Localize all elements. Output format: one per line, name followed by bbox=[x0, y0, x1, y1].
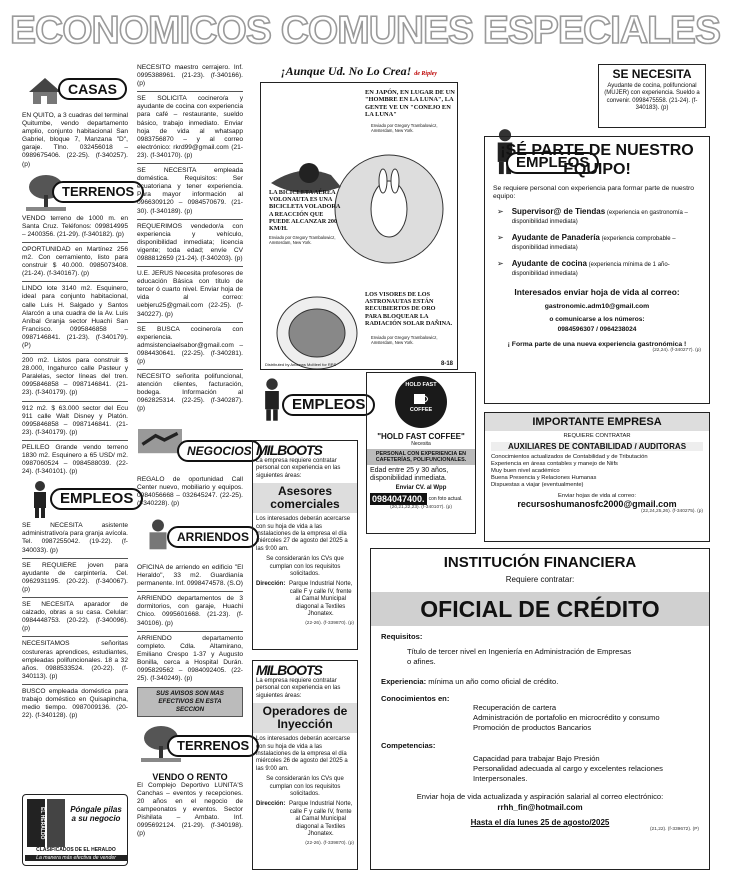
imp-title: IMPORTANTE EMPRESA bbox=[485, 413, 709, 431]
milboots-ad-1 bbox=[252, 440, 358, 650]
empleos-label-mid: EMPLEOS bbox=[282, 394, 375, 416]
equipo-phones: 0984596307 / 0964238024 bbox=[557, 326, 637, 333]
se-necesita-title: SE NECESITA bbox=[612, 67, 692, 81]
column-2 bbox=[137, 64, 252, 840]
address-label: Dirección: bbox=[256, 581, 286, 588]
list-item bbox=[497, 233, 697, 253]
negocios-label: NEGOCIOS bbox=[177, 440, 262, 462]
list-item: NECESITAMOS señoritas costureras aprendices, estudiantes, empleadas polifuncionales. 18 a 32 años. 0988533524. (20-22). (f-340113). (p) bbox=[22, 640, 128, 680]
inst-role: OFICIAL DE CRÉDITO bbox=[371, 592, 709, 626]
list-item: ARRIENDO departamentos de 3 dormitorios, con garaje, Huachi Chico. 0995601668. (21-23). (f-340106). (p) bbox=[137, 595, 243, 627]
milboots-address bbox=[256, 581, 354, 618]
milboots-address-2 bbox=[256, 801, 354, 838]
terrenos-label-2: TERRENOS bbox=[167, 735, 259, 757]
list-item: U.E. JERUS Necesita profesores de educación Básica con título de tercer ó cuarto nivel. Enviar hoja de vida al correo: uebjeru25@gmail.com (22-25). (f-340227). (p) bbox=[137, 270, 243, 318]
ripley-footer: Distributed by Andrews McMeel for RPS bbox=[265, 362, 337, 367]
ripley-fact-3: LOS VISORES DE LOS ASTRONAUTAS ESTÁN RECUBIERTOS DE ORO PARA BLOQUEAR LA RADIACIÓN SOLAR DAÑINA. bbox=[365, 291, 453, 327]
inst-con-list bbox=[473, 703, 699, 733]
ripley-fact-2: LA BICICLETA AÉREA VOLONAUTA ES UNA BICICLETA VOLADORA A REACCIÓN QUE PUEDE ALCANZAR 200 KM/H. bbox=[269, 189, 340, 233]
comic-panel bbox=[260, 82, 458, 370]
milboots-note-2: Se considerarán los CVs que cumplan con los requisitos solicitados. bbox=[266, 776, 344, 798]
equipo-email: gastronomic.adm10@gmail.com bbox=[544, 303, 650, 310]
item-detail: (experiencia mínima de 1 año- disponibilidad inmediata) bbox=[511, 262, 670, 277]
holdfast-phone: 0984047400. bbox=[372, 494, 425, 505]
milboots-ad-2 bbox=[252, 660, 358, 870]
inst-req: Requiere contratar: bbox=[505, 575, 575, 584]
list-item: SE NECESITA aparador de calzado, obras a su casa. Celular: 0984448753. (20-22). (f-340096). (p) bbox=[22, 601, 128, 633]
address-text: Parque Industrial Norte, calle F y calle IV, frente al Camal Municipal diagonal a Textiles Jhonatex. bbox=[288, 581, 353, 618]
ripley-date: 8-18 bbox=[440, 361, 453, 367]
promo-box bbox=[22, 794, 128, 866]
list-item: PELILEO Grande vendo terreno 1830 m2. Esquinero a 65 USD/ m2. 0987060524 – 0984588039. (22-24). (f-340101). (p) bbox=[22, 443, 128, 476]
item-name: Ayudante de Panadería bbox=[511, 233, 600, 242]
equipo-ad bbox=[484, 136, 710, 404]
list-item: NECESITO maestro cerrajero. Inf. 0995388961. (21-23). (f-340166). (p) bbox=[137, 64, 243, 88]
imp-req: REQUIERE CONTRATAR bbox=[563, 433, 631, 439]
list-item: Administración de portafolio en microcrédito y consumo bbox=[473, 713, 660, 722]
list-item bbox=[497, 207, 697, 227]
equipo-code: (22,24). (f-340277). (p) bbox=[652, 348, 701, 353]
holdfast-band: PERSONAL CON EXPERIENCIA EN CAFETERÍAS, POLIFUNCIONALES. bbox=[367, 449, 475, 465]
list-item: Personalidad adecuada al cargo y excelentes relaciones Interpersonales. bbox=[473, 764, 663, 783]
list-item: El Complejo Deportivo LUNITA'S Canchas – eventos y recepciones. 20 años en el negocio de campeonatos y eventos. Sector Pishilata – Ambato. Inf. 0995692124. (21-29). (f-340198). (p) bbox=[137, 781, 243, 838]
imp-send: Enviar hojas de vida al correo: bbox=[558, 493, 636, 499]
avisos-box: SUS AVISOS SON MAS EFECTIVOS EN ESTA SECCION bbox=[137, 687, 243, 717]
handshake-icon bbox=[137, 418, 183, 462]
list-item: SE NECESITA empleada doméstica. Requisitos: Ser ecuatoriana y tener experiencia. Para mayor información al 0966309120 – 0984570679. (21-30). (f-340189). (p) bbox=[137, 167, 243, 215]
list-item: Capacidad para trabajar Bajo Presión bbox=[473, 754, 600, 763]
milboots-logo: MILBOOTS bbox=[256, 442, 322, 458]
ad-code: (22-26). (f-339870). (p) bbox=[305, 620, 354, 626]
holdfast-phone-row bbox=[370, 493, 472, 505]
list-item: Dispuestas a viajar (eventualmente) bbox=[491, 482, 584, 488]
list-item: LINDO lote 3140 m2. Esquinero, ideal para conjunto habitacional, calle Luis H. Salgado y Santos Alarcón a una cuadra de la Av. Luis Aníbal Granja sector Huachi San Francisco. 0995846858 – 0987146841. (21-23). (f-340179). (P) bbox=[22, 285, 128, 349]
list-item: Conocimientos actualizados de Contabilidad y de Tributación bbox=[491, 454, 648, 460]
ripley-credit-1: Enviado por Gregory Trambalowicz, Amsterdam, New York. bbox=[371, 123, 438, 133]
inst-code: (21,22). (f-339672). (P) bbox=[649, 827, 699, 832]
list-item: SE BUSCA cocinero/a con experiencia. admsistenciaelsabor@gmail.com – 0984430641. (22-25). (f-340281). (p) bbox=[137, 325, 243, 365]
list-item: Recuperación de cartera bbox=[473, 703, 557, 712]
arriendos-banner bbox=[137, 512, 250, 560]
imp-reqs bbox=[491, 454, 703, 489]
empleos-banner-mid bbox=[252, 372, 366, 428]
list-item: Experiencia en áreas contables y manejo de Niifs bbox=[491, 461, 618, 467]
inst-comp-list bbox=[473, 754, 699, 784]
importante-ad bbox=[484, 412, 710, 542]
equipo-title: ¡SÉ PARTE DE NUESTRO EQUIPO! bbox=[500, 142, 694, 178]
list-item: NECESITO señorita polifuncional, atención clientes, facturación, bodega. Información al 0962825314. (22-25). (f-340287). (p) bbox=[137, 373, 243, 413]
battery-logo-2 bbox=[47, 799, 65, 847]
ripley-credit-3: Enviado por Gregory Trambalowicz, Amsterdam, New York. bbox=[371, 335, 438, 345]
equipo-or: o comunicarse a los números: bbox=[549, 316, 645, 323]
holdfast-ad bbox=[366, 372, 476, 534]
ripley-title bbox=[252, 62, 466, 83]
inst-email: rrhh_fin@hotmail.com bbox=[497, 803, 583, 812]
list-item: BUSCO empleada doméstica para trabajo doméstico en Quisapincha, medio tiempo. 0987009136. (20-22). (f-340128). (p) bbox=[22, 687, 128, 720]
equipo-interested: Interesados enviar hoja de vida al correo: bbox=[514, 287, 680, 297]
milboots-role-2: Operadores de Inyección bbox=[253, 703, 357, 733]
bullet: ➢ bbox=[497, 233, 504, 242]
milboots-intro: La empresa requiere contratar personal con experiencia en las siguientes áreas: bbox=[256, 458, 341, 479]
promo-line-3: La manera más efectiva de vender bbox=[25, 855, 127, 861]
page-title: ECONOMICOS COMUNES ESPECIALES bbox=[10, 9, 720, 52]
list-item: Promoción de productos Bancarios bbox=[473, 723, 592, 732]
address-label-2: Dirección: bbox=[256, 801, 286, 808]
arriendos-label: ARRIENDOS bbox=[167, 526, 259, 548]
se-necesita-box bbox=[598, 64, 706, 128]
list-item: EN QUITO, a 3 cuadras del terminal Quitumbe, vendo departamento amplio, conjunto habitacional San Gabriel, bloque 7, Manzana "D", garaje. Tlno. 032456018 – 0989675406. (22-25). (f-340257). (p) bbox=[22, 112, 128, 168]
bullet: ➢ bbox=[497, 207, 504, 216]
holdfast-title: "HOLD FAST COFFEE" bbox=[377, 432, 465, 441]
list-item: OPORTUNIDAD en Martínez 256 m2. Con cerramiento, listo para construir $ 40.000. 0985073408. (21-24). (f-340167). (p) bbox=[22, 245, 128, 278]
inst-deadline: Hasta el día lunes 25 de agosto/2025 bbox=[470, 818, 610, 827]
inst-exp-text: mínima un año como oficial de crédito. bbox=[428, 677, 559, 686]
list-item: Muy buen nivel académico bbox=[491, 468, 560, 474]
milboots-logo-2: MILBOOTS bbox=[256, 662, 322, 678]
inst-req-text: Título de tercer nivel en Ingeniería en Administración de Empresas o afines. bbox=[407, 647, 632, 666]
promo-line-2: CLASIFICADOS DE EL HERALDO bbox=[36, 847, 116, 853]
logo-top-text: HOLD FAST bbox=[405, 382, 437, 388]
vendo-title: VENDO O RENTO bbox=[152, 772, 228, 783]
column-1 bbox=[22, 64, 135, 722]
equipo-list bbox=[493, 207, 701, 279]
terrenos-banner-2 bbox=[137, 721, 250, 769]
imp-email: recursoshumanosfc2000@gmail.com bbox=[517, 499, 677, 509]
casas-label: CASAS bbox=[58, 78, 127, 100]
ad-code-2: (22-26). (f-339870). (p) bbox=[305, 840, 354, 846]
milboots-body-2: Los interesados deberán acercarse con su hoja de vida a las instalaciones de la empresa el día miércoles 26 de agosto del 2025 a las 9:00 am. bbox=[256, 736, 351, 772]
logo-bottom-text: COFFEE bbox=[409, 407, 433, 413]
battery-logo bbox=[27, 799, 45, 847]
holdfast-send: Enviar CV. al Wpp bbox=[395, 485, 447, 492]
milboots-role: Asesores comerciales bbox=[253, 483, 357, 513]
institucion-ad bbox=[370, 548, 710, 870]
milboots-intro-2: La empresa requiere contratar personal con experiencia en las siguientes áreas: bbox=[256, 678, 341, 699]
inst-title: INSTITUCIÓN FINANCIERA bbox=[443, 554, 637, 571]
inst-send: Enviar hoja de vida actualizada y aspiración salarial al correo electrónico: bbox=[416, 792, 664, 801]
list-item: OFICINA de arriendo en edificio "El Heraldo", 33 m2. Guardianía permanente. Inf. 0998474578. (S.O) bbox=[137, 563, 243, 588]
empleos-label: EMPLEOS bbox=[50, 488, 143, 510]
list-item: REQUERIMOS vendedor/a con experiencia y vehículo, disponibilidad inmediata; licencia vigente; toda edad; envíe CV 0988812659 (21-24). (f-340203). (p) bbox=[137, 222, 243, 262]
list-item bbox=[497, 259, 697, 279]
terrenos-banner bbox=[22, 173, 135, 211]
coffee-logo bbox=[395, 376, 447, 428]
equipo-intro: Se requiere personal con experiencia para formar parte de nuestro equipo: bbox=[493, 185, 695, 200]
house-icon bbox=[22, 70, 62, 108]
item-name: Ayudante de cocina bbox=[511, 259, 587, 268]
list-item: REGALO de oportunidad Call Center nuevo, mobiliario y equipos. 0984056668 – 032645247. (22-25). (f-340228). (p) bbox=[137, 475, 243, 507]
address-text-2: Parque Industrial Norte, calle F y calle IV, frente al Camal Municipal diagonal a Textiles Jhonatex. bbox=[288, 801, 353, 838]
se-necesita-text: Ayudante de cocina, polifuncional (MUJER) con experiencia. Sueldo a convenir. 0998475558. (21-24). (f-340183). (p) bbox=[604, 83, 700, 112]
item-detail: (experiencia en gastronomía – disponibilidad inmediata) bbox=[511, 210, 688, 225]
empleos-banner bbox=[22, 480, 134, 518]
milboots-note: Se considerarán los CVs que cumplan con los requisitos solicitados. bbox=[266, 556, 344, 578]
negocios-banner bbox=[137, 418, 252, 472]
coffee-cup-icon bbox=[411, 391, 431, 407]
item-detail: (experiencia comprobable – disponibilidad inmediata) bbox=[511, 236, 676, 251]
inst-exp-label: Experiencia: bbox=[381, 677, 427, 686]
list-item: 912 m2. $ 63.000 sector del Ecu 911 calle Walt Disney y Platón. 0995846858 – 0987146841. (21-23). (f-340179). (p) bbox=[22, 404, 128, 436]
list-item: SE SOLICITA cocinero/a y ayudante de cocina con experiencia para café – restaurante, sueldo básico, trabajo inmediato. Enviar hoja de vida al whatsapp 0983756870 – y al correo electrónico: rkrd99@gmail.com (21-23). (f-340170). (p) bbox=[137, 95, 243, 159]
casas-banner bbox=[22, 70, 128, 108]
inst-con-label: Conocimientos en: bbox=[381, 694, 450, 703]
inst-comp-label: Competencias: bbox=[381, 741, 436, 750]
list-item: SE REQUIERE joven para ayudante de carpintería. Cel. 0962931195. (20-22). (f-340067). (p) bbox=[22, 561, 128, 593]
item-name: Supervisor@ de Tiendas bbox=[511, 207, 606, 216]
ripley-fact-1: EN JAPÓN, EN LUGAR DE UN "HOMBRE EN LA LUNA", LA GENTE VE UN "CONEJO EN LA LUNA" bbox=[365, 89, 455, 119]
logo-text: EL HERALDO bbox=[39, 806, 45, 840]
ripley-comic bbox=[252, 62, 466, 368]
ripley-brand: de Ripley bbox=[414, 71, 438, 77]
promo-line-1: Póngale pilas a su negocio bbox=[70, 805, 122, 823]
list-item: Buena Presencia y Relaciones Humanas bbox=[491, 475, 597, 481]
terrenos-label: TERRENOS bbox=[52, 181, 144, 203]
bullet: ➢ bbox=[497, 259, 504, 268]
imp-role: AUXILIARES DE CONTABILIDAD / AUDITORAS bbox=[491, 442, 703, 451]
imp-code: (22,24,25,26). (f-340275). (p) bbox=[641, 509, 703, 514]
inst-exp bbox=[381, 677, 699, 686]
list-item: 200 m2. Listos para construir $ 28.000, Ingahurco calle Pasteur y Paralelas, sector líneas del tren. 0995846858 – 0987146841. (21-23). (f-340179). (p) bbox=[22, 357, 128, 397]
equipo-footer: ¡ Forma parte de una nueva experiencia gastronómica ! bbox=[507, 341, 687, 348]
milboots-body: Los interesados deberán acercarse con su hoja de vida a las instalaciones de la empresa el día miércoles 27 de agosto del 2025 a las 9:00 am. bbox=[256, 516, 351, 552]
holdfast-code: (20,21,22,23). (f-340107). (p) bbox=[390, 505, 452, 511]
empleos-label-right: EMPLEOS bbox=[506, 152, 599, 174]
list-item: ARRIENDO departamento completo. Cdla. Altamirano, Emiliano Crespo 1-37 y Augusto Bonilla, cerca a Hospital Durán. 0995829562 – 0984092405. (22-25). (f-340249). (p) bbox=[137, 634, 243, 683]
list-item: SE NECESITA asistente administrativo/a para granja avícola. Tel. 0987255042. (19-22). (f-340033). (p) bbox=[22, 522, 128, 554]
inst-req-label: Requisitos: bbox=[381, 632, 423, 641]
list-item: VENDO terreno de 1000 m. en Santa Cruz. Teléfonos: 099814995 – 2400356. (21-29). (f-340182). (p) bbox=[22, 214, 128, 238]
ripley-title-text: ¡Aunque Ud. No Lo Crea! bbox=[280, 64, 412, 78]
holdfast-phone-note: con foto actual. bbox=[428, 496, 463, 503]
holdfast-subtitle: Necesita bbox=[411, 441, 431, 447]
holdfast-age: Edad entre 25 y 30 años, disponibilidad inmediata. bbox=[370, 467, 449, 483]
ripley-credit-2: Enviado por Gregory Trambalowicz, Amsterdam, New York. bbox=[269, 235, 336, 245]
